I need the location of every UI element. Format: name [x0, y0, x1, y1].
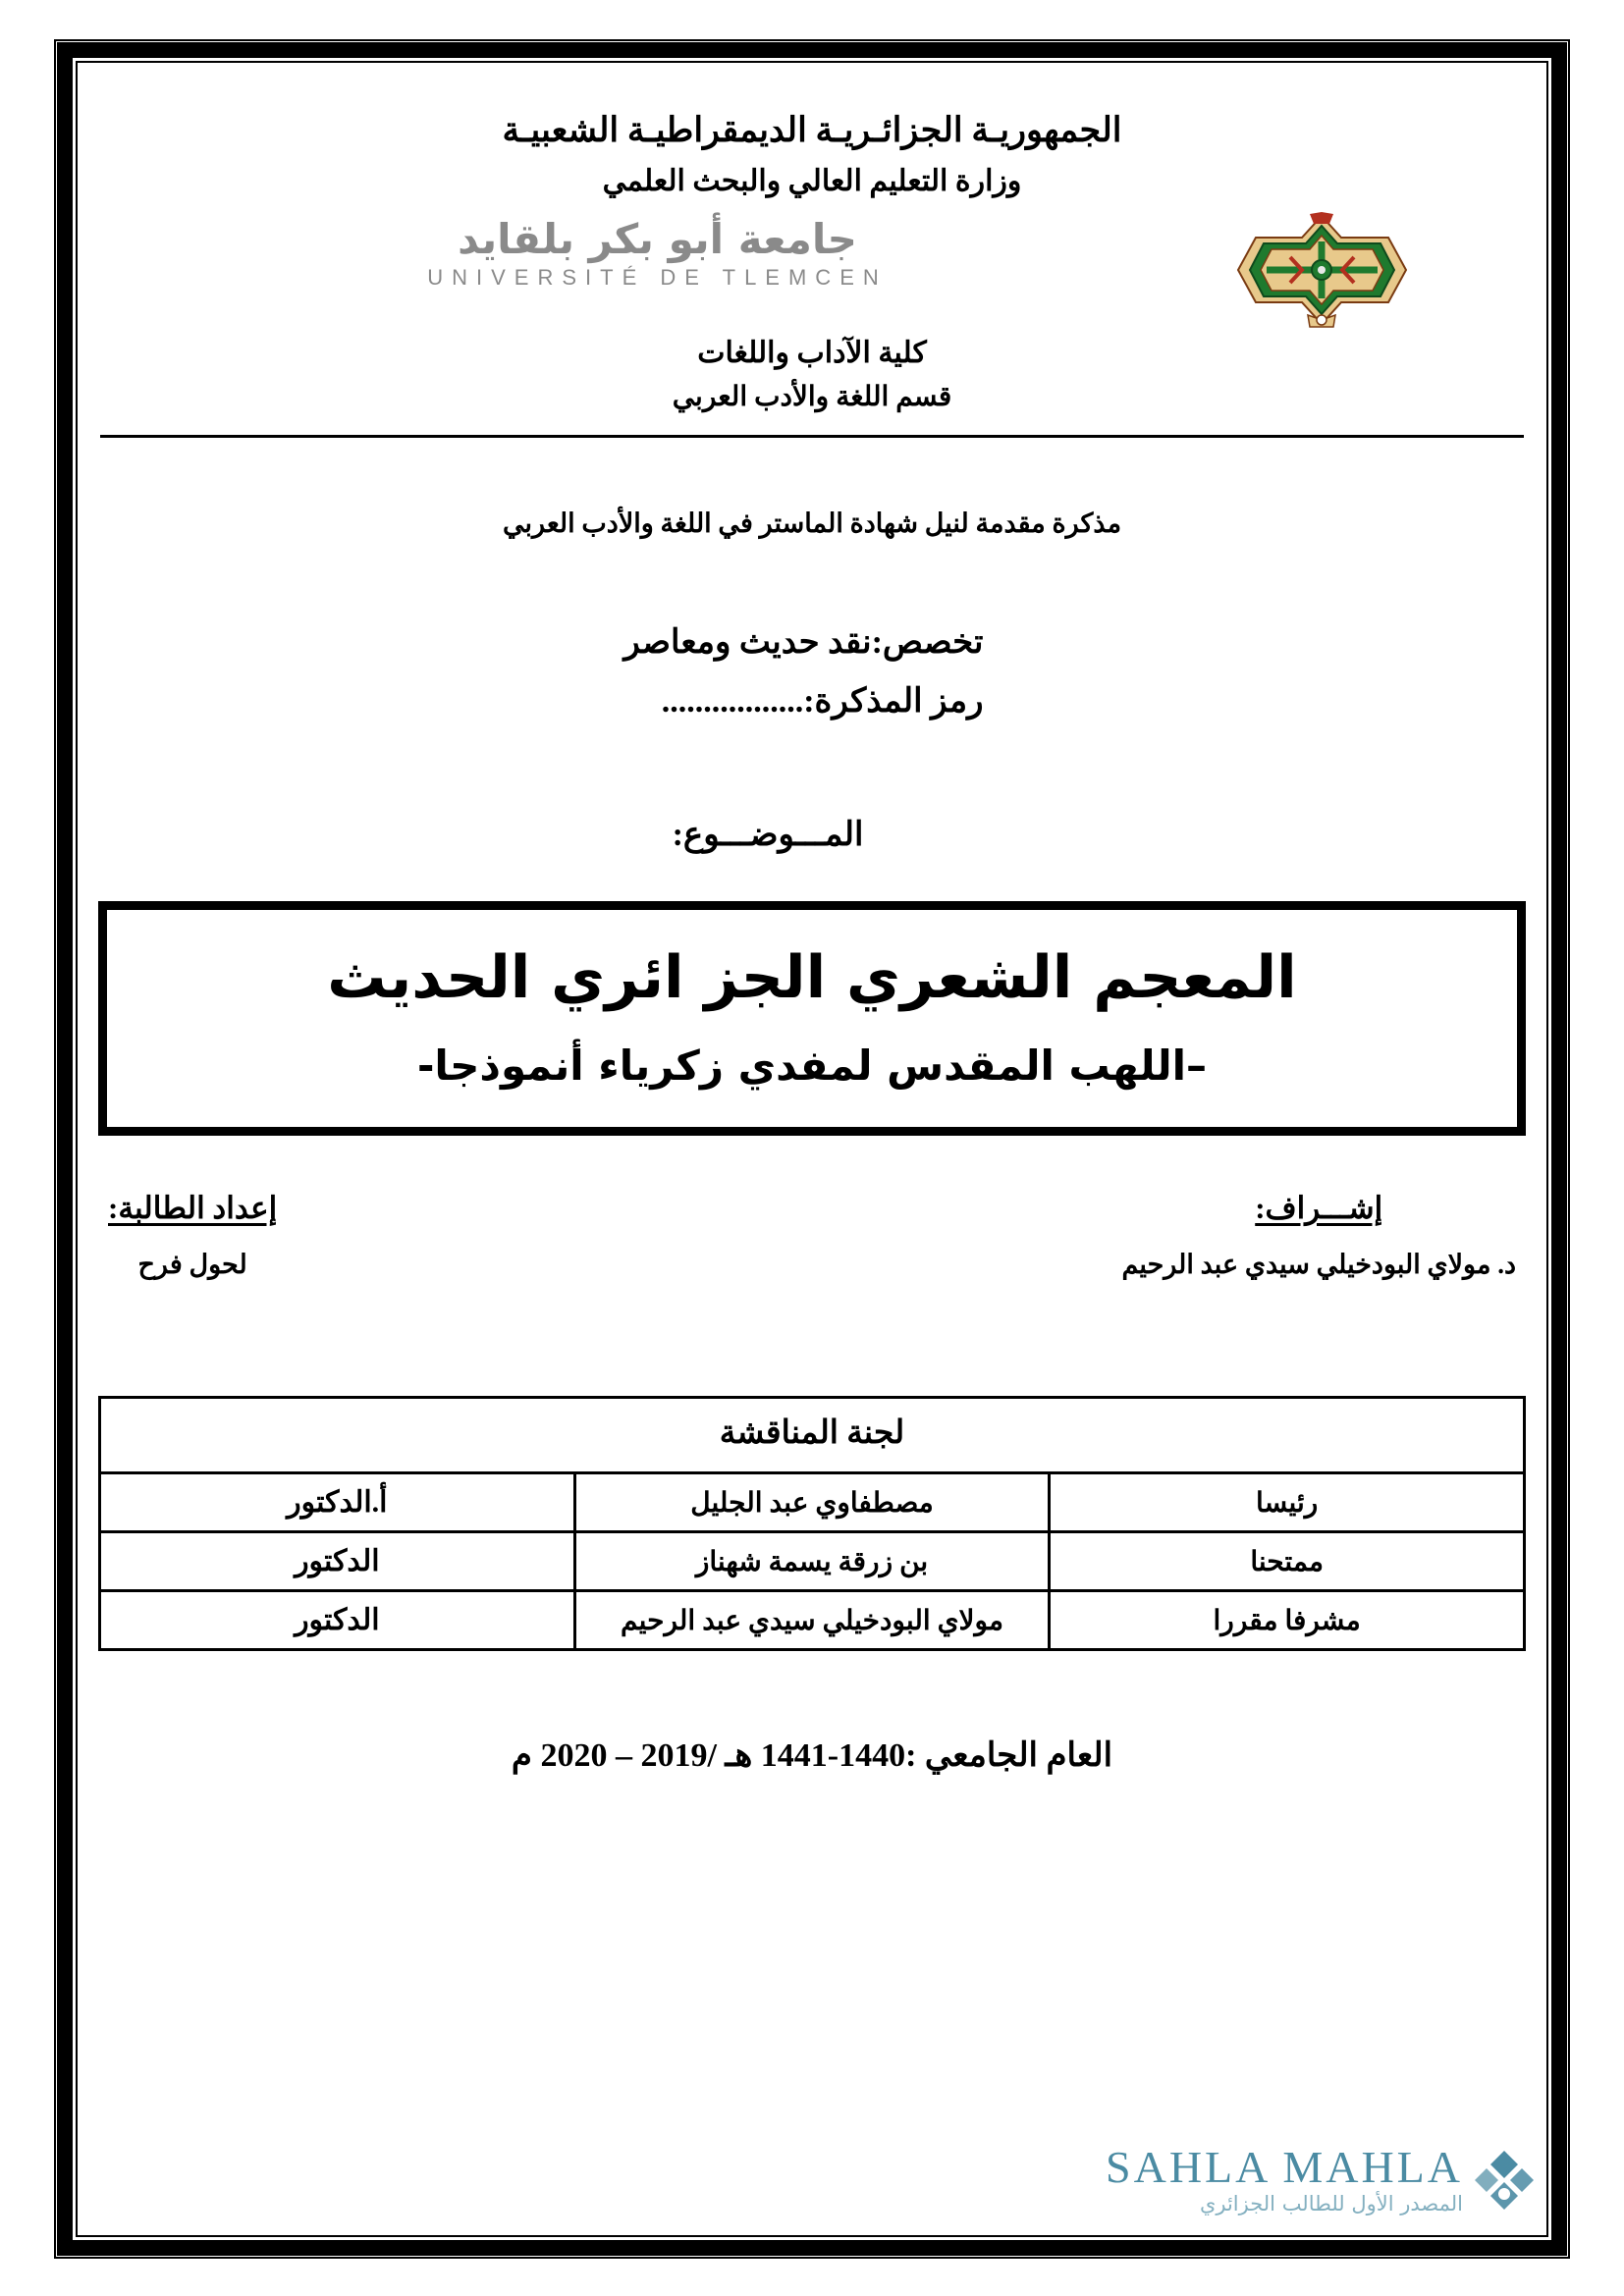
faculty-name: كلية الآداب واللغات [697, 337, 927, 369]
subject-label: المـــوضـــوع: [672, 817, 864, 853]
university-name-french: UNIVERSITÉ DE TLEMCEN [427, 265, 888, 291]
university-logo-strip [98, 212, 1526, 330]
jury-title: الدكتور [100, 1591, 575, 1650]
page-content [98, 74, 1526, 2222]
thesis-title-box [98, 901, 1526, 1136]
specialization-block [98, 614, 1526, 730]
jury-heading: لجنة المناقشة [100, 1398, 1525, 1473]
table-row [100, 1473, 1525, 1532]
supervisor-block [1121, 1191, 1516, 1280]
jury-title: أ.الدكتور [100, 1473, 575, 1532]
submission-statement: مذكرة مقدمة لنيل شهادة الماستر في اللغة والأدب العربي [502, 508, 1122, 538]
jury-name: مولاي البودخيلي سيدي عبد الرحيم [574, 1591, 1050, 1650]
supervisor-name: د. مولاي البودخيلي سيدي عبد الرحيم [1121, 1250, 1516, 1279]
jury-role: مشرفا مقررا [1050, 1591, 1525, 1650]
thesis-title-subtitle: –اللهب المقدس لمفدي زكرياء أنموذجا- [416, 1041, 1208, 1090]
jury-role: ممتحنا [1050, 1532, 1525, 1591]
student-block [108, 1191, 277, 1280]
sahla-mahla-diamond-icon [1473, 2149, 1536, 2212]
table-row [100, 1591, 1525, 1650]
republic-name: الجمهوريـة الجزائـريـة الديمقراطيـة الشعبيـة [502, 111, 1122, 149]
jury-role: رئيسا [1050, 1473, 1525, 1532]
ministry-name: وزارة التعليم العالي والبحث العلمي [602, 165, 1022, 197]
memo-code-line: رمز المذكرة:................. [661, 682, 984, 720]
thesis-title-main: المعجم الشعري الجز ائري الحديث [327, 943, 1297, 1012]
watermark-texts [1106, 2142, 1463, 2216]
jury-table [98, 1396, 1526, 1651]
jury-header-row [100, 1398, 1525, 1473]
jury-title: الدكتور [100, 1532, 575, 1591]
university-logo-text [142, 215, 1172, 291]
university-emblem-icon [1231, 212, 1413, 328]
specialization-line: تخصص:نقد حديث ومعاصر [623, 624, 984, 661]
jury-name: بن زرقة يسمة شهناز [574, 1532, 1050, 1591]
watermark-tagline: المصدر الأول للطالب الجزائري [1199, 2192, 1463, 2216]
academic-year: العام الجامعي :1440-1441 هـ /2019 – 2020 م [511, 1737, 1113, 1774]
student-label: إعداد الطالبة: [108, 1191, 278, 1225]
watermark [1106, 2142, 1536, 2216]
supervisor-label: إشـــراف: [1255, 1191, 1383, 1225]
university-name-arabic: جامعة أبو بكر بلقايد [458, 215, 857, 263]
watermark-name: SAHLA MAHLA [1106, 2142, 1463, 2192]
jury-name: مصطفاوي عبد الجليل [574, 1473, 1050, 1532]
department-name: قسم اللغة والأدب العربي [672, 382, 952, 412]
header-divider [100, 435, 1524, 438]
student-name: لحول فرح [137, 1250, 247, 1279]
author-supervisor-row [98, 1191, 1526, 1280]
table-row [100, 1532, 1525, 1591]
